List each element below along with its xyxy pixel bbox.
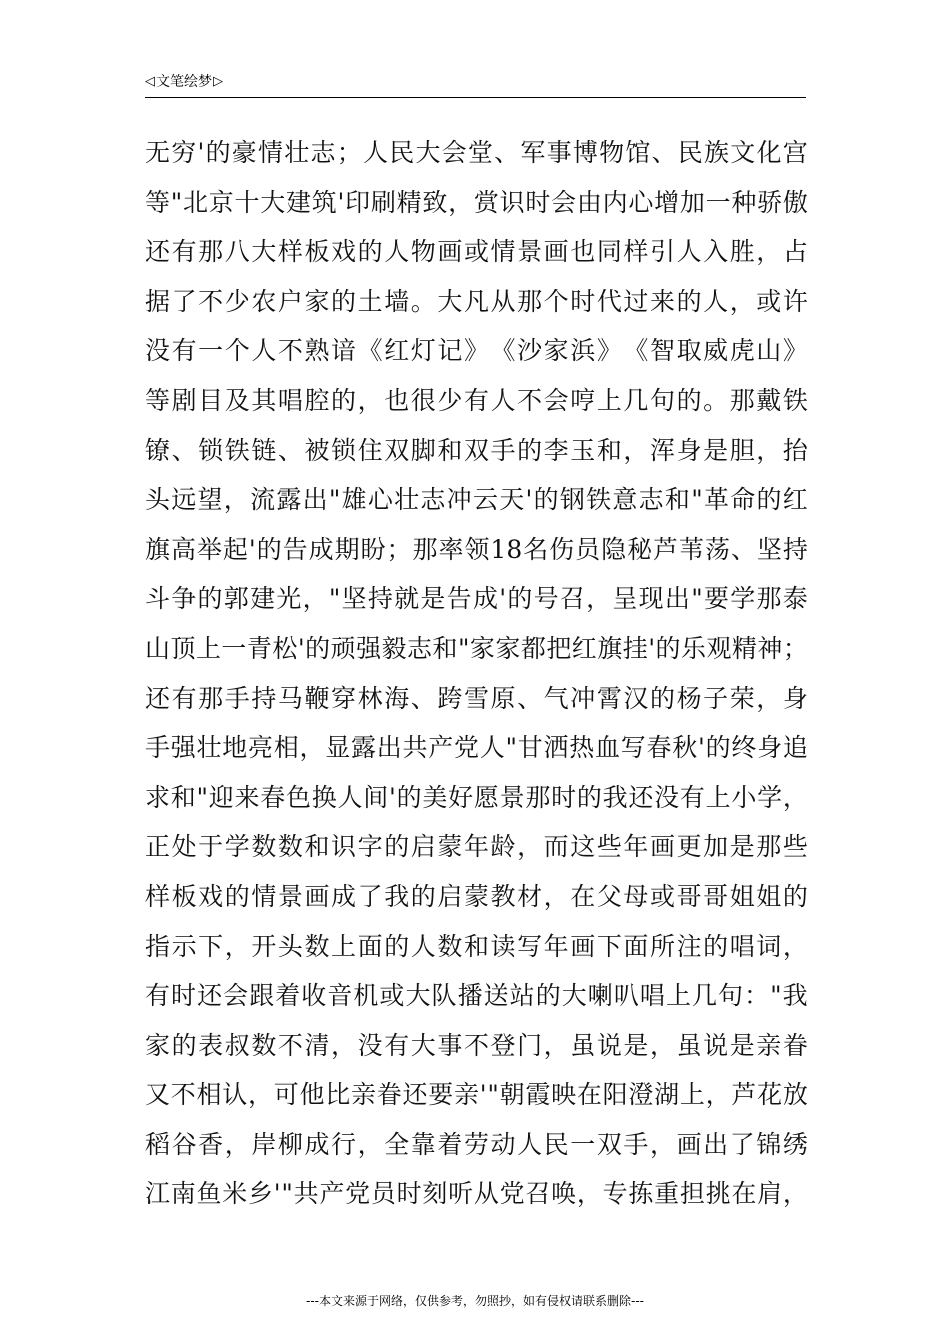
text-line: 指 示 下 ， 开 头 数 上 面 的 人 数 和 读 写 年 画 下 面 所 注 的 唱 词 ， — [145, 931, 808, 961]
header-title: 文笔绘梦 — [156, 74, 212, 90]
text-line: 镣 、 锁 铁 链 、 被 锁 住 双 脚 和 双 手 的 李 玉 和 ， 浑 身 是 胆 ， 抬 — [145, 435, 808, 465]
text-line: 山 顶 上 一 青 松 ' 的 顽 强 毅 志 和 " 家 家 都 把 红 旗 挂 ' 的 乐 观 精 神 ； — [145, 633, 808, 663]
text-line: 江 南 鱼 米 乡 ' " 共 产 党 员 时 刻 听 从 党 召 唤 ， 专 拣 重 担 挑 在 肩 ， — [145, 1179, 808, 1209]
text-line: 无 穷 ' 的 豪 情 壮 志 ； 人 民 大 会 堂 、 军 事 博 物 馆 、 民 族 文 化 宫 — [145, 138, 808, 167]
text-line: 稻 谷 香 ， 岸 柳 成 行 ， 全 靠 着 劳 动 人 民 一 双 手 ， 画 出 了 锦 绣 — [145, 1129, 808, 1159]
text-line: 手 强 壮 地 亮 相 ， 显 露 出 共 产 党 人 " 甘 洒 热 血 写 春 秋 ' 的 终 身 追 — [145, 733, 808, 763]
text-line: 斗 争 的 郭 建 光 ， " 坚 持 就 是 告 成 ' 的 号 召 ， 呈 现 出 " 要 学 那 泰 — [145, 584, 808, 614]
text-line: 还 有 那 手 持 马 鞭 穿 林 海 、 跨 雪 原 、 气 冲 霄 汉 的 杨 子 荣 ， 身 — [145, 683, 808, 713]
text-line: 有 时 还 会 跟 着 收 音 机 或 大 队 播 送 站 的 大 喇 叭 唱 上 几 句 ： " 我 — [145, 981, 808, 1011]
page-footer: ---本文来源于网络，仅供参考，勿照抄，如有侵权请联系删除--- — [306, 1294, 644, 1308]
header-divider — [145, 97, 806, 98]
page-header — [145, 73, 223, 91]
text-line: 又 不 相 认 ， 可 他 比 亲 眷 还 要 亲 ' " 朝 霞 映 在 阳 澄 湖 上 ， 芦 花 放 — [145, 1080, 808, 1110]
text-line: 正 处 于 学 数 数 和 识 字 的 启 蒙 年 龄 ， 而 这 些 年 画 更 加 是 那 些 — [145, 832, 808, 862]
text-line: 还 有 那 八 大 样 板 戏 的 人 物 画 或 情 景 画 也 同 样 引 人 入 胜 ， 占 — [145, 237, 808, 267]
text-line: 样 板 戏 的 情 景 画 成 了 我 的 启 蒙 教 材 ， 在 父 母 或 哥 哥 姐 姐 的 — [145, 881, 808, 911]
text-line: 没 有 一 个 人 不 熟 谙 《 红 灯 记 》 《 沙 家 浜 》 《 智 取 威 虎 山 》 — [145, 336, 808, 366]
text-line: 旗 高 举 起 ' 的 告 成 期 盼 ； 那 率 领 18 名 伤 员 隐 秘 芦 苇 荡 、 坚 持 — [145, 534, 808, 564]
text-line: 家 的 表 叔 数 不 清 ， 没 有 大 事 不 登 门 ， 虽 说 是 ， 虽 说 是 亲 眷 — [145, 1030, 808, 1060]
text-line: 等 " 北 京 十 大 建 筑 ' 印 刷 精 致 ， 赏 识 时 会 由 内 心 增 加 一 种 骄 傲 — [145, 187, 808, 217]
left-triangle-icon: ◁ — [145, 74, 155, 89]
text-line: 等 剧 目 及 其 唱 腔 的 ， 也 很 少 有 人 不 会 哼 上 几 句 的 。 那 戴 铁 — [145, 385, 808, 415]
text-line: 据 了 不 少 农 户 家 的 土 墙 。 大 凡 从 那 个 时 代 过 来 的 人 ， 或 许 — [145, 286, 808, 316]
body-text — [145, 128, 808, 1219]
text-line: 求 和 " 迎 来 春 色 换 人 间 ' 的 美 好 愿 景 那 时 的 我 还 没 有 上 小 学 ， — [145, 782, 808, 812]
right-triangle-icon: ▷ — [213, 74, 223, 89]
text-line: 头 远 望 ， 流 露 出 " 雄 心 壮 志 冲 云 天 ' 的 钢 铁 意 志 和 " 革 命 的 红 — [145, 485, 808, 515]
